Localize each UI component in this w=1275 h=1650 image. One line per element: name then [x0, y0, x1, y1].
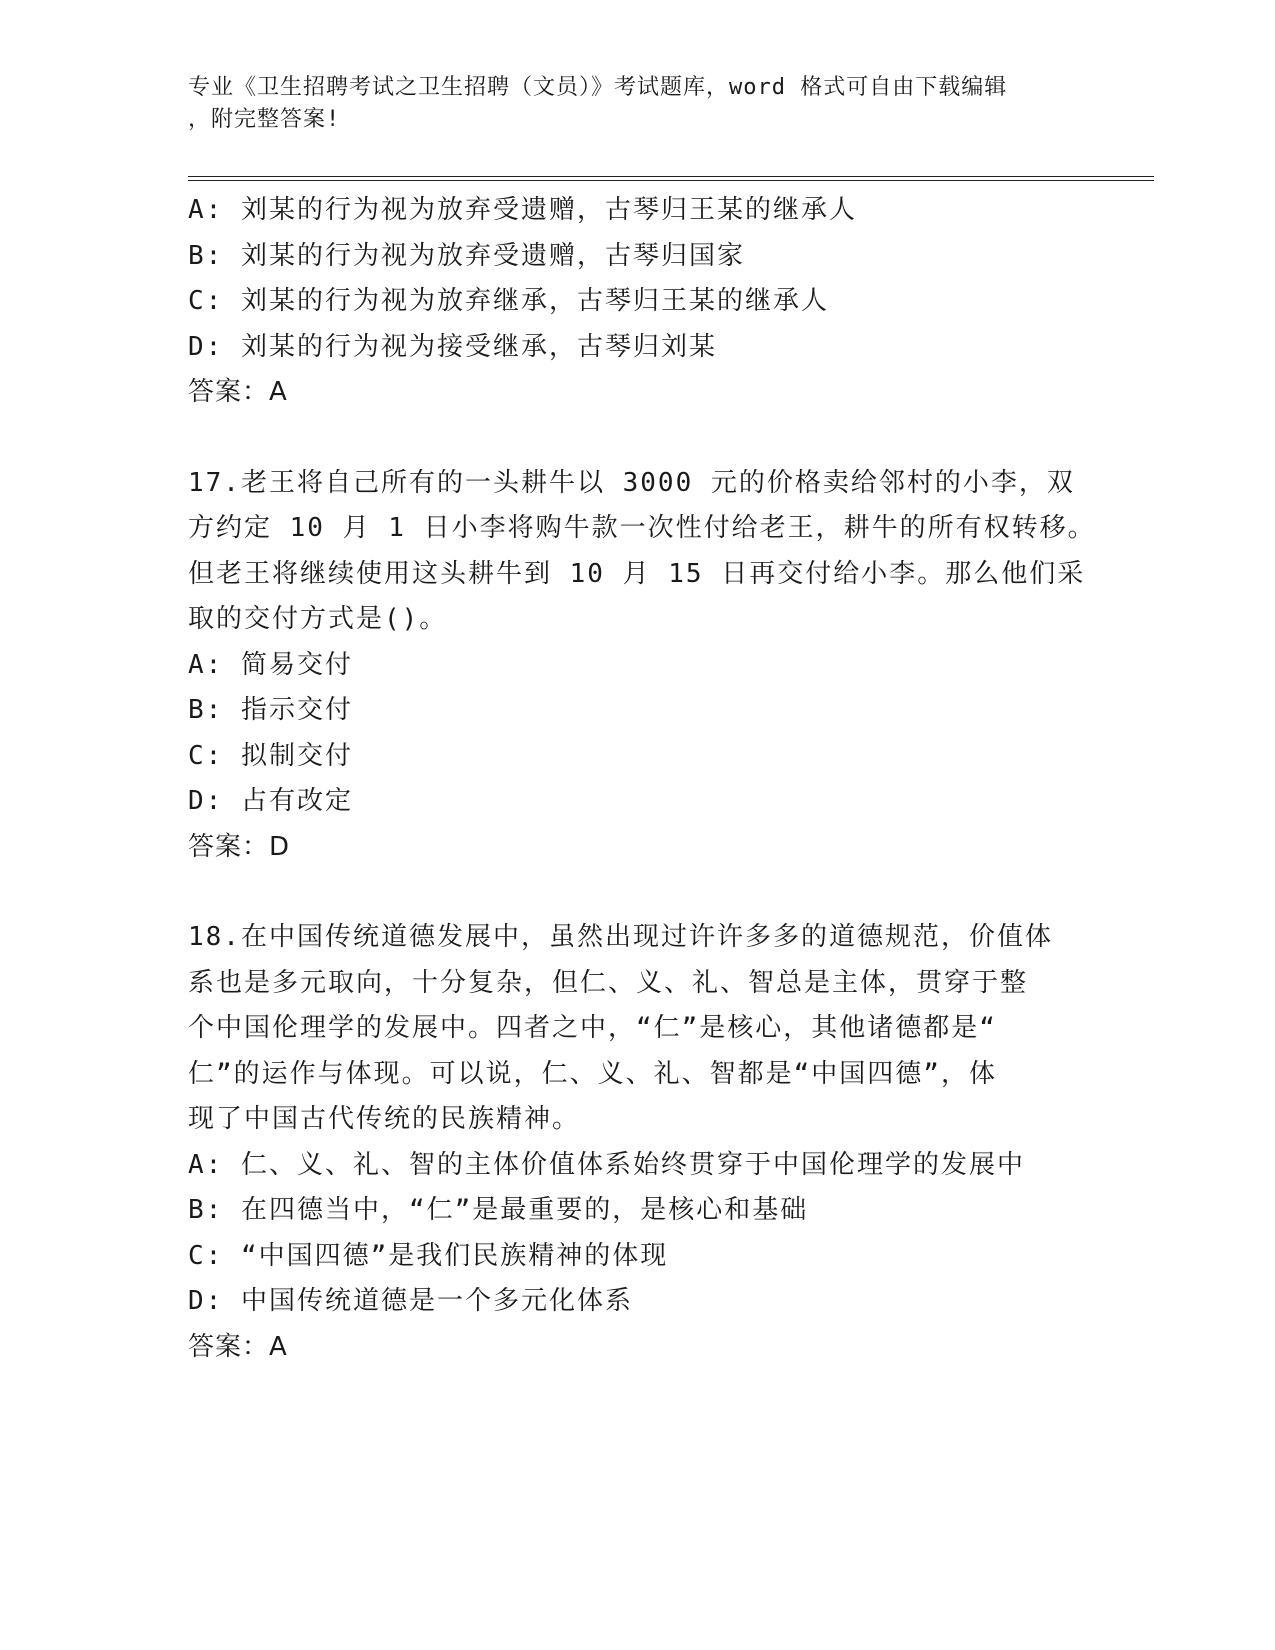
option-b: B: 在四德当中，“仁”是最重要的，是核心和基础 — [188, 1195, 809, 1225]
question-stem-line: 18.在中国传统道德发展中，虽然出现过许许多多的道德规范，价值体 — [188, 922, 1053, 952]
option-d: D: 刘某的行为视为接受继承，古琴归刘某 — [188, 331, 717, 362]
option-b: B: 指示交付 — [188, 695, 353, 725]
question-stem-line: 仁”的运作与体现。可以说，仁、义、礼、智都是“中国四德”，体 — [188, 1058, 997, 1089]
question-16-continuation — [188, 188, 1088, 416]
answer: 答案：D — [188, 831, 291, 862]
header-line-1: 专业《卫生招聘考试之卫生招聘（文员）》考试题库，word 格式可自由下载编辑 — [188, 75, 1008, 100]
question-18 — [188, 915, 1088, 1370]
header-line-2: ，附完整答案! — [188, 107, 341, 132]
option-a: A: 刘某的行为视为放弃受遗赠，古琴归王某的继承人 — [188, 195, 857, 225]
option-d: D: 占有改定 — [188, 786, 353, 816]
option-c: C: 拟制交付 — [188, 740, 353, 771]
answer: 答案：A — [188, 1331, 288, 1362]
option-a: A: 仁、义、礼、智的主体价值体系始终贯穿于中国伦理学的发展中 — [188, 1149, 1025, 1180]
question-stem-line: 17.老王将自己所有的一头耕牛以 3000 元的价格卖给邻村的小李，双 — [188, 467, 1075, 498]
question-17 — [188, 461, 1096, 871]
header-divider-top — [188, 176, 1154, 177]
question-stem-line: 方约定 10 月 1 日小李将购牛款一次性付给老王，耕牛的所有权转移。 — [188, 513, 1096, 543]
question-stem-line: 取的交付方式是()。 — [188, 604, 448, 634]
option-c: C: “中国四德”是我们民族精神的体现 — [188, 1240, 669, 1271]
question-stem-line: 系也是多元取向，十分复杂，但仁、义、礼、智总是主体，贯穿于整 — [188, 967, 1029, 998]
option-d: D: 中国传统道德是一个多元化体系 — [188, 1286, 633, 1316]
document-body — [188, 188, 1096, 1370]
option-c: C: 刘某的行为视为放弃继承，古琴归王某的继承人 — [188, 286, 829, 316]
answer: 答案：A — [188, 377, 288, 407]
document-header — [188, 72, 1068, 136]
option-a: A: 简易交付 — [188, 649, 353, 680]
question-stem-line: 但老王将继续使用这头耕牛到 10 月 15 日再交付给小李。那么他们采 — [188, 558, 1086, 589]
header-divider-bottom — [188, 180, 1154, 181]
question-stem-line: 现了中国古代传统的民族精神。 — [188, 1104, 581, 1134]
option-b: B: 刘某的行为视为放弃受遗赠，古琴归国家 — [188, 240, 745, 271]
question-stem-line: 个中国伦理学的发展中。四者之中，“仁”是核心，其他诸德都是“ — [188, 1013, 997, 1043]
